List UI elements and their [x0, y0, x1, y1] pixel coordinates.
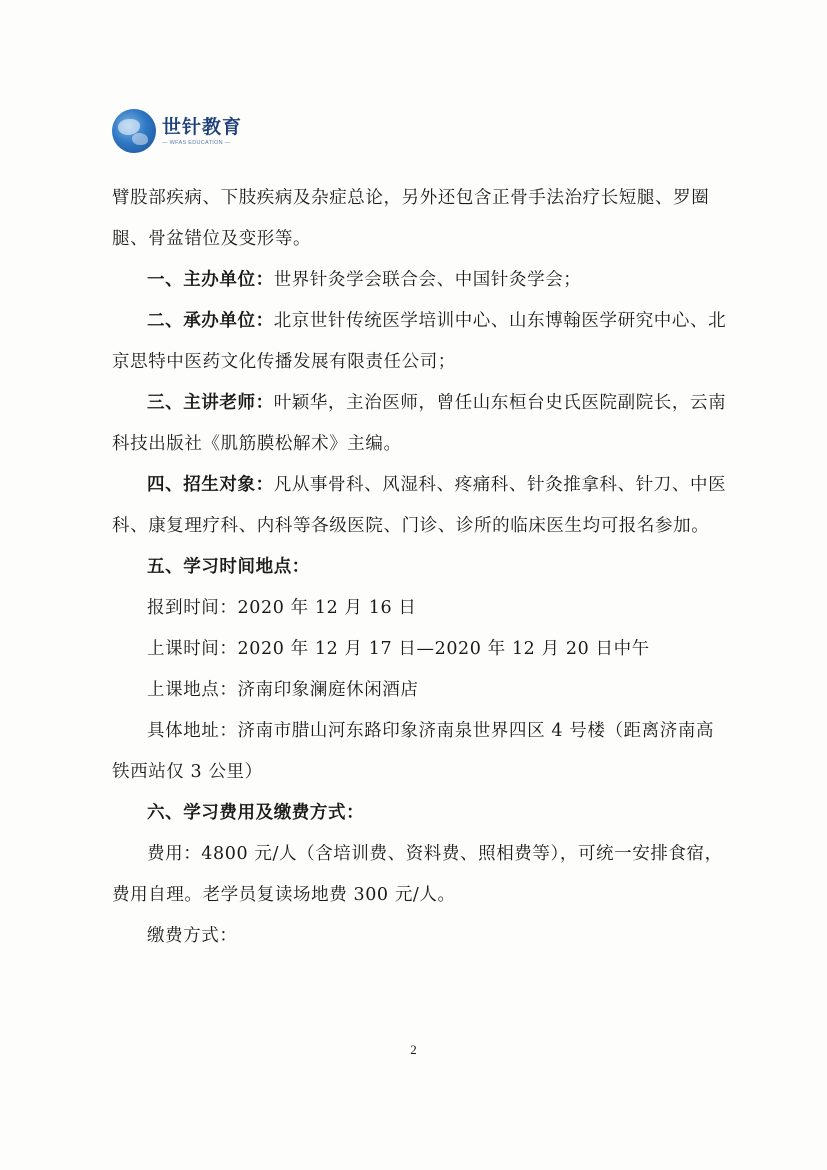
section-heading-time-location: 五、学习时间地点：	[147, 557, 310, 577]
detailed-address: 具体地址：济南市腊山河东路印象济南泉世界四区 4 号楼（距离济南高铁西站仅 3 公里）	[112, 721, 715, 782]
page-number: 2	[410, 1042, 417, 1057]
class-time: 上课时间：2020 年 12 月 17 日—2020 年 12 月 20 日中午	[147, 639, 650, 659]
logo-subtitle: — WFAS EDUCATION —	[162, 140, 231, 146]
paragraph-lecturer	[112, 383, 732, 465]
paragraph-co-organizer	[112, 301, 732, 383]
logo-text	[162, 116, 242, 146]
logo-title: 世针教育	[162, 116, 243, 138]
section-label-organizer: 一、主办单位：	[147, 270, 274, 290]
fee-details: 费用：4800 元/人（含培训费、资料费、照相费等），可统一安排食宿，费用自理。老学员复读场地费 300 元/人。	[112, 844, 723, 905]
section-label-lecturer: 三、主讲老师：	[147, 393, 274, 413]
paragraph-course-content: 臂股部疾病、下肢疾病及杂症总论，另外还包含正骨手法治疗长短腿、罗圈腿、骨盆错位及变形等。	[112, 188, 710, 249]
section-heading-fees: 六、学习费用及缴费方式：	[147, 803, 365, 823]
section-label-co-organizer: 二、承办单位：	[147, 311, 274, 331]
document-body	[112, 178, 732, 957]
class-location: 上课地点：济南印象澜庭休闲酒店	[147, 680, 419, 700]
lecturer-text: 叶颖华，主治医师，曾任山东桓台史氏医院副院长，云南科技出版社《肌筋膜松解术》主编。	[112, 393, 727, 454]
globe-icon	[112, 109, 156, 153]
letterhead-logo	[112, 106, 242, 156]
paragraph-audience	[112, 465, 732, 547]
audience-text: 凡从事骨科、风湿科、疼痛科、针灸推拿科、针刀、中医科、康复理疗科、内科等各级医院、门诊、诊所的临床医生均可报名参加。	[112, 475, 727, 536]
section-label-audience: 四、招生对象：	[147, 475, 274, 495]
co-organizer-text: 北京世针传统医学培训中心、山东博翰医学研究中心、北京思特中医药文化传播发展有限责任公司；	[112, 311, 727, 372]
paragraph-organizer	[112, 260, 732, 301]
registration-time: 报到时间：2020 年 12 月 16 日	[147, 598, 417, 618]
payment-method: 缴费方式：	[147, 926, 238, 946]
organizer-text: 世界针灸学会联合会、中国针灸学会；	[273, 270, 582, 290]
